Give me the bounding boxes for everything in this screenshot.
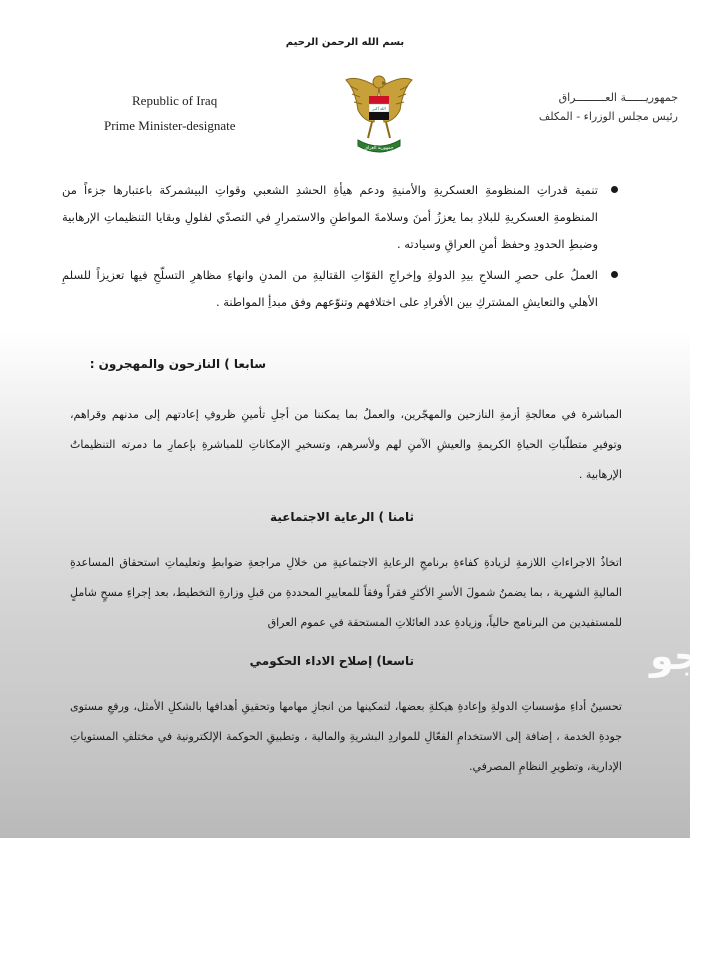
watermark-logo: جو	[650, 634, 701, 678]
english-office-title: Prime Minister-designate	[104, 118, 236, 133]
section-heading-social-welfare: ثامنا ) الرعاية الاجتماعية	[270, 510, 414, 524]
arabic-country-name: جمهوريــــــة العـــــــــراق	[558, 91, 678, 104]
section-text-social-welfare: اتخاذُ الاجراءاتِ اللازمةِ لزيادةِ كفاءةِ برنامجِ الرعايةِ الاجتماعيةِ من خلالِ مراجعةِ ضوابطِ وتعليماتِ استحقاق المساعدةِ الماليةِ الشهرية ، بما يضمنُ شمولَ الأسرِ الأكثرِ فقراً وفقاً للمعاييرِ المحددةِ من قبلِ وزارةِ التخطيط، بعد إجراءِ مسحٍ شاملٍ للمستفيدين من البرنامج حالياً، وزيادةِ عدد العائلاتِ المستحقة في عموم العراق	[70, 556, 622, 629]
bullet-item	[62, 177, 618, 258]
bullet-text: تنمية قدراتِ المنظومةِ العسكريةِ والأمنيةِ ودعم هيأةِ الحشدِ الشعبي وقواتِ البيشمركة باعتبارها جزءاً من المنظومةِ العسكريةِ للبلادِ بما يعززُ أمنَ وسلامةَ المواطنِ والاستمرارِ في التصدّي لفلولِ وبقايا التنظيماتِ الإرهابية وضبطِ الحدودِ وحفظ أمنِ العراقِ وسيادته .	[62, 183, 598, 251]
bullet-item	[62, 262, 618, 316]
section-heading-government-reform: تاسعا) إصلاح الاداء الحكومي	[249, 654, 414, 668]
section-heading-displaced: سابعا ) النازحون والمهجرون :	[89, 357, 266, 371]
iraq-eagle-emblem-icon	[344, 66, 414, 164]
bullet-list	[62, 177, 618, 320]
svg-text:جمهورية العراق: جمهورية العراق	[364, 146, 394, 151]
arabic-office-title: رئيس مجلس الوزراء - المكلف	[538, 110, 678, 123]
bullet-dot-icon	[611, 186, 618, 193]
english-country-name: Republic of Iraq	[132, 93, 218, 108]
basmala: بسم الله الرحمن الرحيم	[285, 37, 405, 48]
section-text-displaced: المباشرة في معالجةِ أزمةِ النازحين والمهجّرين، والعملُ بما يمكننا من أجلِ تأمينِ ظروفِ إعادتهم إلى مدنهم وقراهم، وتوفيرِ متطلّباتِ الحياةِ الكريمةِ والعيشِ الآمنِ لهم ولأسرهم، وتسخيرِ الإمكاناتِ للمباشرةِ بإعمارِ ما دمرته التنظيماتُ الإرهابية .	[70, 408, 622, 481]
bottom-margin	[0, 838, 690, 960]
section-text-government-reform: تحسينُ أداءِ مؤسساتِ الدولةِ وإعادةِ هيكلةِ بعضها، لتمكينها من انجازِ مهامها وتحقيقِ أهدافها بالشكلِ الأمثل، ورفعِ مستوى جودةِ الخدمة ، إضافة إلى الاستخدامِ الفعّالِ للمواردِ البشريةِ والمالية ، وتطبيقِ الحوكمة الإلكترونية في مختلفِ المستوياتِ الإدارية، وتطويرِ النظامِ المصرفي.	[70, 700, 622, 773]
bullet-dot-icon	[611, 271, 618, 278]
svg-text:الله أكبر: الله أكبر	[372, 106, 386, 111]
bullet-text: العملُ على حصرِ السلاحِ بيدِ الدولةِ وإخراجِ القوّاتِ القتاليةِ من المدنِ وانهاءِ مظاهرِ التسلّحِ فيها تعزيزاً للسلمِ الأهلي والتعايشِ المشتركِ بين الأفرادِ على اختلافهم وتنوّعهم وفق مبدأِ المواطنة .	[62, 268, 598, 309]
